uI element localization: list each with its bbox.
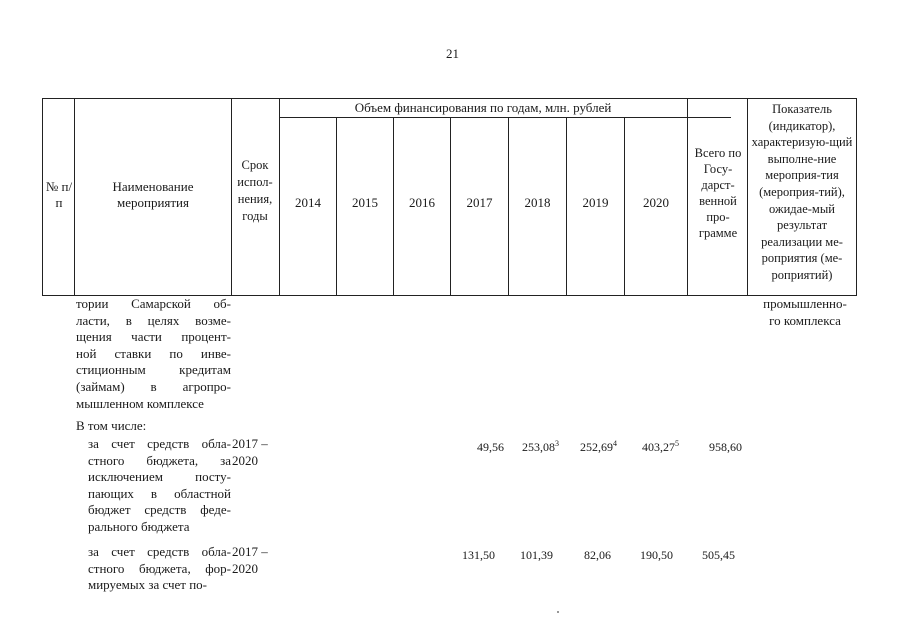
intro-text [76,296,231,412]
header-term: Срок испол-нения, годы [237,158,273,223]
including-label: В том числе: [76,418,147,433]
text-line: промышленно- [763,296,847,311]
year-2015: 2015 [352,195,378,210]
text-line: пающих в областной [88,485,231,501]
scan-speck [557,611,559,613]
footnote: 4 [613,439,617,448]
year-2016: 2016 [409,195,435,210]
text-line: за счет средств обла- [88,436,231,451]
value-2019: 82,06 [584,548,611,562]
value-2020: 190,50 [640,548,673,562]
year-2020: 2020 [643,195,669,210]
text-line: исключением посту- [88,469,231,485]
text-line: бюджет средств феде- [88,502,231,518]
text-line: ной ставки по инве- [76,345,231,361]
indicator-text [750,296,860,329]
divider [279,117,731,118]
text-line: стиционным кредитам [76,362,231,378]
text-line: стного бюджета, фор- [88,560,231,576]
value-2017: 49,56 [477,440,504,454]
footnote: 3 [555,439,559,448]
header-num: № п/п [45,179,73,210]
page-number: 21 [446,46,459,61]
year-2019: 2019 [582,195,609,210]
row-name [88,544,231,594]
text-line: стного бюджета, за [88,452,231,468]
header-financing: Объем финансирования по годам, млн. рублей [354,100,612,115]
text-line: щения части процент- [76,329,231,345]
table-header [42,98,857,296]
text-line: мируемых за счет по- [88,577,208,593]
row-term [232,436,268,469]
divider [687,99,688,295]
footnote: 5 [675,439,679,448]
text-line: 2017 – [232,436,268,451]
text-line: за счет средств обла- [88,544,231,559]
header-total: Всего по Госу-дарст-венной про-грамме [694,146,742,240]
text-line: тории Самарской об- [76,296,231,311]
value-2020: 403,27$^5$ [642,439,679,454]
row-name [88,436,231,536]
header-name: Наименование мероприятия [112,179,194,210]
value-2018: 253,08$^3$ [522,439,559,454]
value-total: 505,45 [702,548,735,562]
text-line: ласти, в целях возме- [76,312,231,328]
text-line: 2017 – [232,544,268,559]
divider [74,99,75,295]
value-2019: 252,69$^4$ [580,439,617,454]
text-line: 2020 [232,560,258,576]
divider [231,99,232,295]
value-2018: 101,39 [520,548,553,562]
text-line: 2020 [232,452,258,468]
text-line: мышленном комплексе [76,395,204,411]
text-line: рального бюджета [88,518,190,534]
year-2018: 2018 [524,195,551,210]
row-term [232,544,268,577]
value-total: 958,60 [709,440,742,454]
text-line: (займам) в агропро- [76,378,231,394]
year-2014: 2014 [295,195,321,210]
text-line: го комплекса [769,312,841,328]
year-2017: 2017 [466,195,493,210]
header-indicator: Показатель (индикатор), характеризую-щий выполне-ние мероприя-тия (мероприя-тий), ожидае-мый результат реализации ме-роприятия (ме-роприятий) [751,102,853,282]
value-2017: 131,50 [462,548,495,562]
